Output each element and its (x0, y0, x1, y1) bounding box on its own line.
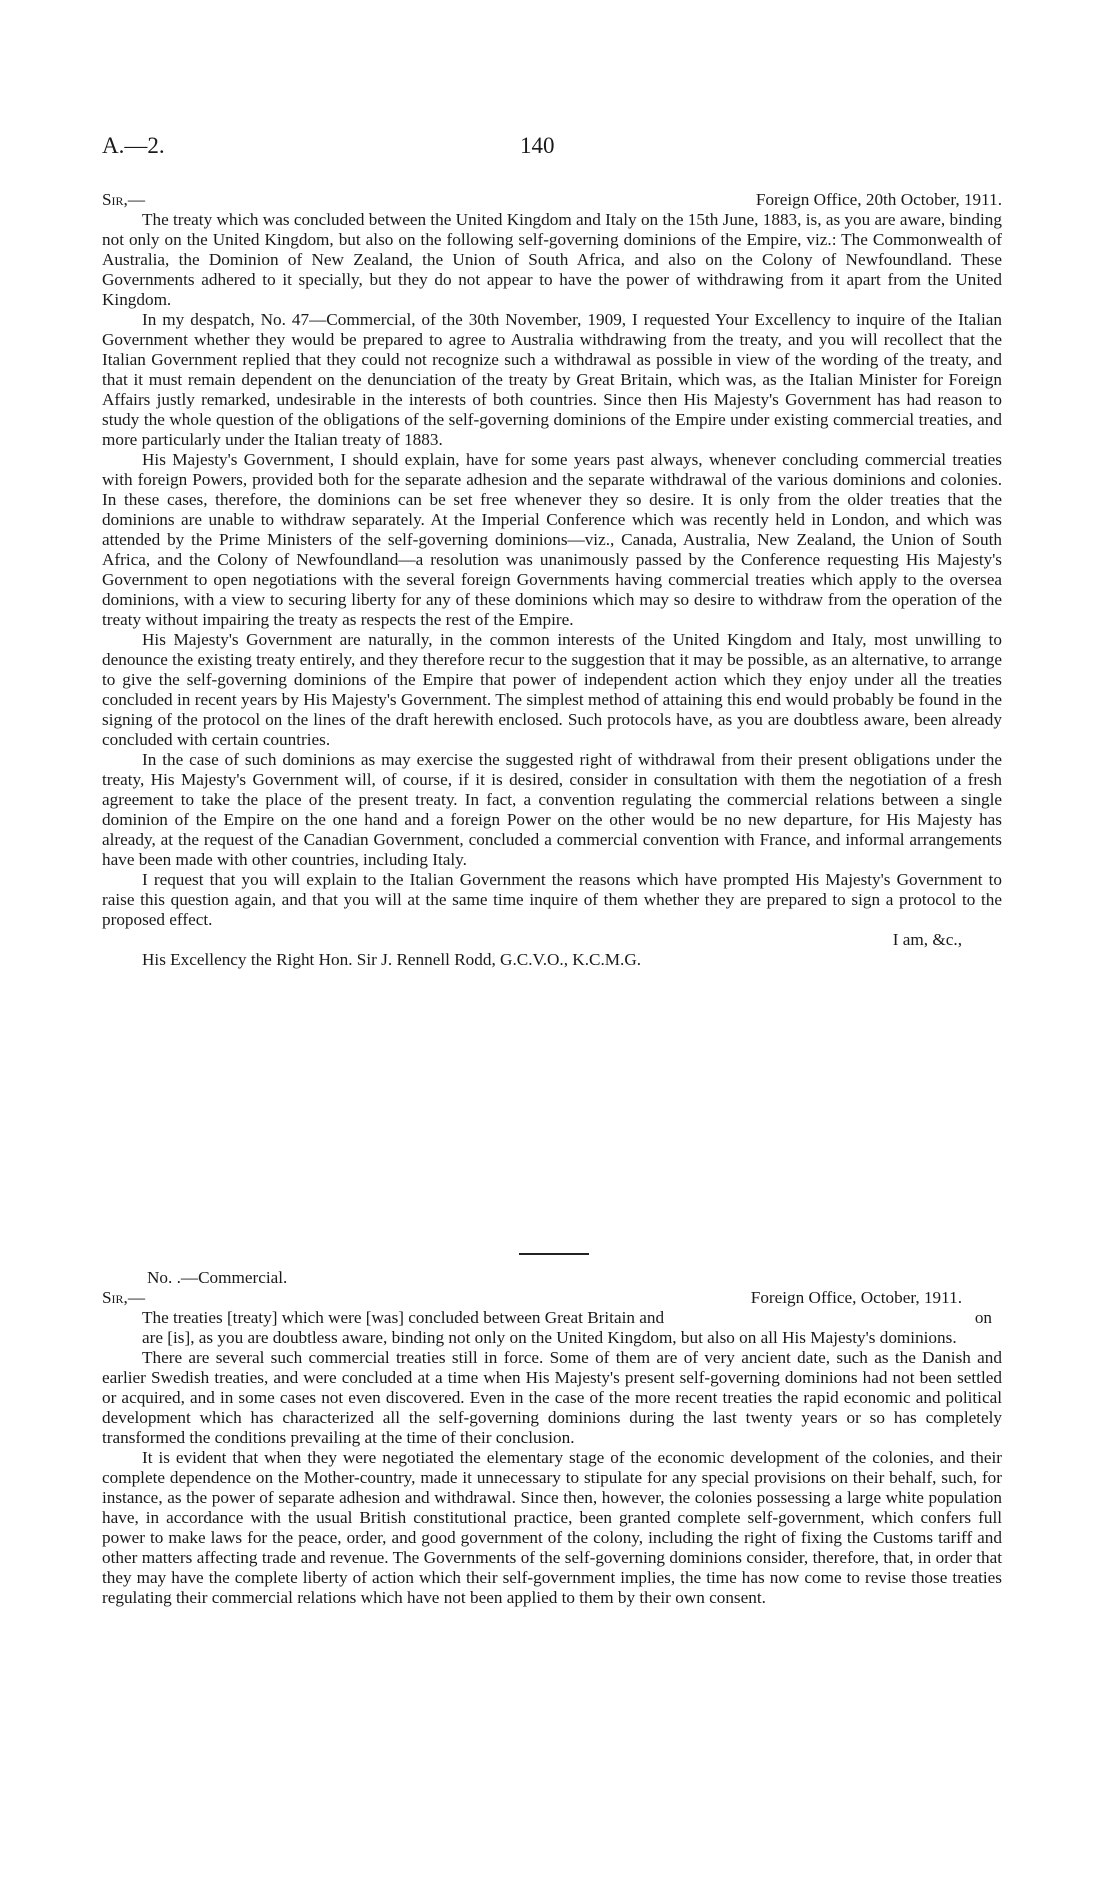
intro-line (102, 1308, 1002, 1328)
addressee: His Excellency the Right Hon. Sir J. Rennell Rodd, G.C.V.O., K.C.M.G. (142, 950, 642, 969)
salutation: Sir,— (102, 1288, 146, 1307)
reference-line (102, 1268, 1002, 1288)
intro-text: The treaties [treaty] which were [was] concluded between Great Britain and (142, 1308, 665, 1327)
paragraph: In my despatch, No. 47—Commercial, of the 30th November, 1909, I requested Your Excellency to inquire of the Italian Government whether they would be prepared to agree to Australia withdrawing from the treaty, and you will recollect that the Italian Government replied that they could not recognize such a withdrawal as possible in view of the wording of the treaty, and that it must remain dependent on the denunciation of the treaty by Great Britain, which was, as the Italian Minister for Foreign Affairs justly remarked, undesirable in the interests of both countries. Since then His Majesty's Government has had reason to study the whole question of the obligations of the self-governing dominions of the Empire under existing commercial treaties, and more particularly under the Italian treaty of 1883. (102, 310, 1002, 449)
letter-circular (102, 1268, 1002, 1608)
document-code: A.—2. (102, 133, 165, 158)
page-header (102, 133, 1002, 166)
paragraph: His Majesty's Government, I should explain, have for some years past always, whenever concluding commercial treaties with foreign Powers, provided both for the separate adhesion and the separate withdrawal of the various dominions and colonies. In these cases, therefore, the dominions can be set free whenever they so desire. It is only from the older treaties that the dominions are unable to withdraw separately. At the Imperial Conference which was recently held in London, and which was attended by the Prime Ministers of the self-governing dominions—viz., Canada, Australia, New Zealand, the Union of South Africa, and the Colony of Newfoundland—a resolution was unanimously passed by the Conference requesting His Majesty's Government to open negotiations with the several foreign Governments having commercial treaties which apply to the oversea dominions, with a view to securing liberty for any of these dominions which may so desire to withdraw from the operation of the treaty without impairing the treaty as respects the rest of the Empire. (102, 450, 1002, 629)
reference: No. .—Commercial. (147, 1268, 288, 1287)
paragraph: It is evident that when they were negotiated the elementary stage of the economic development of the colonies, and their complete dependence on the Mother-country, made it unnecessary to stipulate for any special provisions on their behalf, such, for instance, as the power of separate adhesion and withdrawal. Since then, however, the colonies possessing a large white population have, in accordance with the usual British constitutional practice, been granted complete self-government, which confers full power to make laws for the peace, order, and good government of the colony, including the right of fixing the Customs tariff and other matters affecting trade and revenue. The Governments of the self-governing dominions consider, therefore, that, in order that they may have the complete liberty of action which their self-government implies, the time has now come to revise those treaties regulating their commercial relations which have not been applied to them by their own consent. (102, 1448, 1002, 1607)
paragraph: There are several such commercial treaties still in force. Some of them are of very ancient date, such as the Danish and earlier Swedish treaties, and were concluded at a time when His Majesty's present self-governing dominions had not been settled or acquired, and in some cases not even discovered. Even in the case of the more recent treaties the rapid economic and political development which has characterized all the self-governing dominions during the last twenty years or so has completely transformed the conditions prevailing at the time of their conclusion. (102, 1348, 1002, 1447)
paragraph: I request that you will explain to the Italian Government the reasons which have prompted His Majesty's Government to raise this question again, and that you will at the same time inquire of them whether they are prepared to sign a protocol to the proposed effect. (102, 870, 1002, 929)
paragraph: The treaty which was concluded between the United Kingdom and Italy on the 15th June, 1883, is, as you are aware, binding not only on the United Kingdom, but also on the following self-governing dominions of the Empire, viz.: The Commonwealth of Australia, the Dominion of New Zealand, the Union of South Africa, and also on the Colony of Newfoundland. These Governments adhered to it specially, but they do not appear to have the power of withdrawing from it apart from the United Kingdom. (102, 210, 1002, 309)
salutation: Sir,— (102, 190, 146, 209)
letter-heading (102, 190, 1002, 210)
dateline: Foreign Office, October, 1911. (750, 1288, 962, 1307)
letter-italy (102, 190, 1002, 970)
section-divider (519, 1253, 589, 1255)
paragraph: In the case of such dominions as may exercise the suggested right of withdrawal from their present obligations under the treaty, His Majesty's Government will, of course, if it is desired, consider in consultation with them the negotiation of a fresh agreement to take the place of the present treaty. In fact, a convention regulating the commercial relations between a single dominion of the Empire on the one hand and a foreign Power on the other would be no new departure, for His Majesty has already, at the request of the Canadian Government, concluded a commercial convention with France, and informal arrangements have been made with other countries, including Italy. (102, 750, 1002, 869)
letter-heading (102, 1288, 1002, 1308)
paragraph: are [is], as you are doubtless aware, binding not only on the United Kingdom, but also on all His Majesty's dominions. (142, 1328, 957, 1347)
paragraph: His Majesty's Government are naturally, in the common interests of the United Kingdom and Italy, most unwilling to denounce the existing treaty entirely, and they therefore recur to the suggestion that it may be possible, as an alternative, to arrange to give the self-governing dominions of the Empire that power of independent action which they enjoy under all the treaties concluded in recent years by His Majesty's Government. The simplest method of attaining this end would probably be found in the signing of the protocol on the lines of the draft herewith enclosed. Such protocols have, as you are doubtless aware, been already concluded with certain countries. (102, 630, 1002, 749)
page-number: 140 (520, 133, 555, 158)
dateline: Foreign Office, 20th October, 1911. (755, 190, 1002, 209)
intro-on: on (974, 1308, 992, 1327)
closing: I am, &c., (892, 930, 962, 949)
